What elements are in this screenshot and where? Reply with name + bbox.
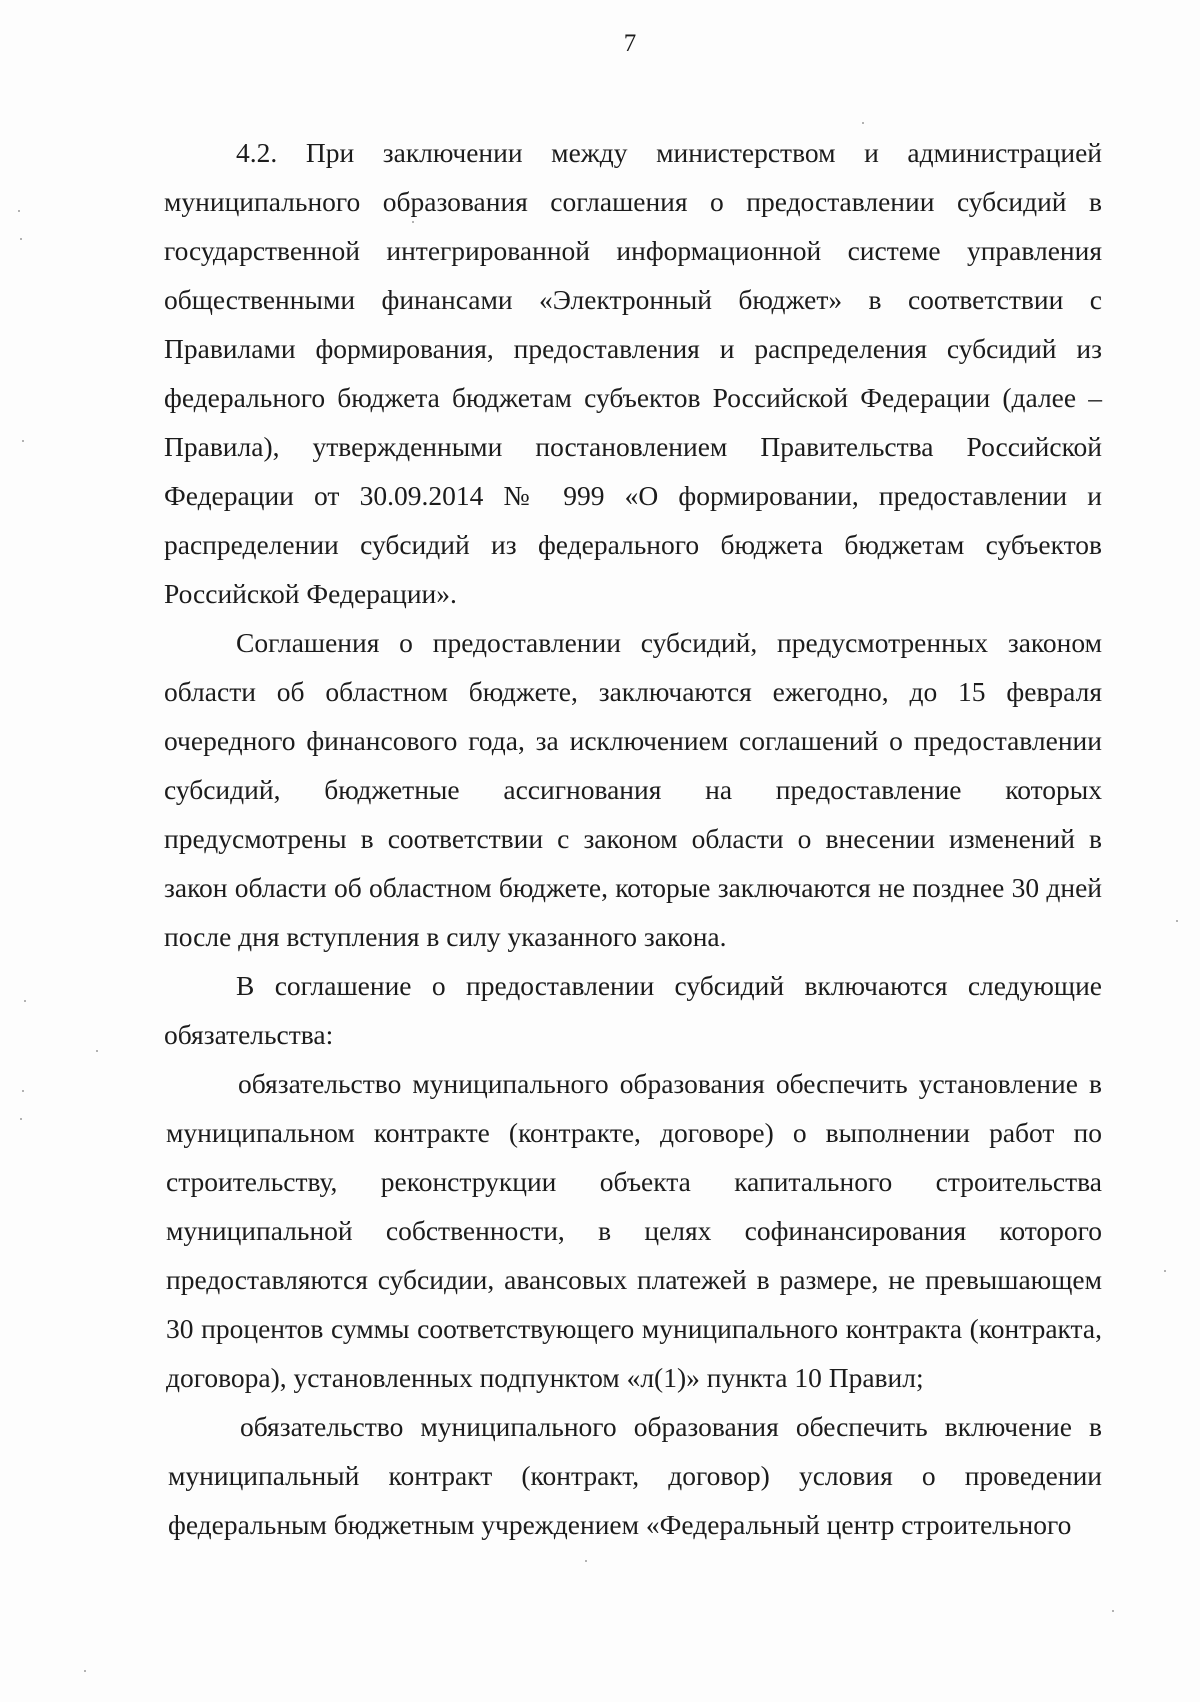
paragraph-obligations-intro: В соглашение о предоставлении субсидий включаются следующие обязательства: bbox=[164, 970, 1102, 1050]
paragraph-obligation-contract-conditions: обязательство муниципального образования обеспечить включение в муниципальный контракт (контракт, договор) условия о проведении федеральным бюджетным учреждением «Федеральный центр строительного bbox=[168, 1411, 1102, 1540]
scan-speck bbox=[1176, 920, 1178, 922]
scan-speck bbox=[22, 440, 24, 442]
scan-speck bbox=[84, 1670, 86, 1672]
scan-speck bbox=[412, 221, 414, 223]
paragraph-4-2: 4.2. При заключении между министерством и администрацией муниципального образования соглашения о предоставлении субсидий в государственной интегрированной информационной системе управления общественными финансами «Электронный бюджет» в соответствии с Правилами формирования, предоставления и распределения субсидий из федерального бюджета бюджетам субъектов Российской Федерации (далее – Правила), утвержденными постановлением Правительства Российской Федерации от 30.09.2014 № 999 «О формировании, предоставлении и распределении субсидий из федерального бюджета бюджетам субъектов Российской Федерации». bbox=[164, 137, 1102, 609]
page-number: 7 bbox=[623, 30, 637, 57]
scan-speck bbox=[20, 238, 22, 240]
scan-speck bbox=[1112, 1610, 1114, 1612]
document-body bbox=[164, 128, 1102, 1549]
scan-speck bbox=[18, 210, 20, 212]
scan-speck bbox=[20, 1118, 22, 1120]
scan-speck bbox=[96, 1050, 98, 1052]
scan-speck bbox=[1164, 1270, 1166, 1272]
paragraph-agreements-deadline: Соглашения о предоставлении субсидий, предусмотренных законом области об областном бюджете, заключаются ежегодно, до 15 февраля очередного финансового года, за исключением соглашений о предоставлении субсидий, бюджетные ассигнования на предоставление которых предусмотрены в соответствии с законом области о внесении изменений в закон области об областном бюджете, которые заключаются не позднее 30 дней после дня вступления в силу указанного закона. bbox=[164, 627, 1102, 952]
scan-speck bbox=[24, 1000, 26, 1002]
scan-speck bbox=[585, 1560, 587, 1562]
scan-speck bbox=[862, 122, 864, 124]
paragraph-obligation-advance-payments: обязательство муниципального образования обеспечить установление в муниципальном контракте (контракте, договоре) о выполнении работ по строительству, реконструкции объекта капитального строительства муниципальной собственности, в целях софинансирования которого предоставляются субсидии, авансовых платежей в размере, не превышающем 30 процентов суммы соответствующего муниципального контракта (контракта, договора), установленных подпунктом «л(1)» пункта 10 Правил; bbox=[166, 1068, 1102, 1393]
scan-speck bbox=[22, 1090, 24, 1092]
